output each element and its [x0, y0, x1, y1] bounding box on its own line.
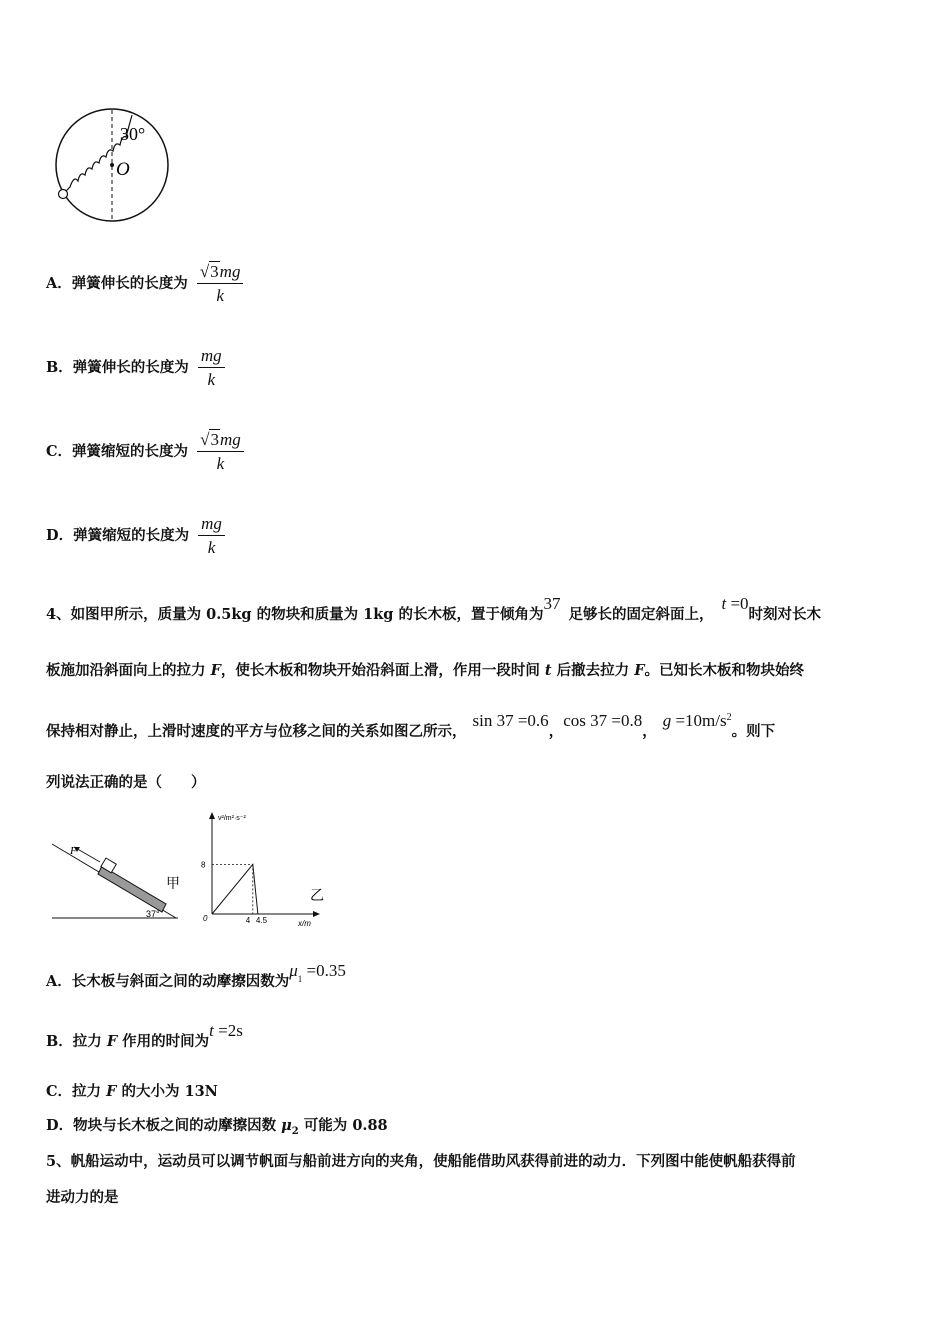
q4-l2-b: ，使长木板和物块开始沿斜面上滑，作用一段时间	[220, 662, 545, 679]
option-c-text: 弹簧缩短的长度为	[72, 443, 189, 460]
option-a-denominator: k	[216, 286, 224, 305]
q4-option-c-F: F	[106, 1083, 117, 1100]
q4-l4: 列说法正确的是（ ）	[46, 774, 206, 791]
q4-l3-gsup: 2	[726, 712, 732, 724]
q4-l2-a: 板施加沿斜面向上的拉力	[46, 662, 211, 679]
option-b-numerator: mg	[198, 346, 225, 368]
figure-jia-name: 甲	[166, 876, 180, 892]
q5-l1: 5、帆船运动中，运动员可以调节帆面与船前进方向的夹角，使船能借助风获得前进的动力．下列图中能使帆船获得前	[46, 1153, 796, 1170]
option-b-text: 弹簧伸长的长度为	[72, 359, 189, 376]
option-c	[46, 430, 244, 474]
v2-x-series-line	[212, 864, 258, 914]
q4-l3-a: 保持相对静止，上滑时速度的平方与位移之间的关系如图乙所示，	[46, 723, 467, 740]
option-d-letter: D．	[46, 527, 74, 544]
q4-line-3	[46, 711, 776, 741]
q4-option-d-mu: μ	[281, 1117, 292, 1134]
option-a	[46, 262, 243, 306]
center-label: O	[116, 159, 130, 180]
q4-l1-angle: 37	[543, 594, 561, 613]
option-c-fraction: $\frac{√3mg}{k}$	[197, 430, 244, 474]
incline-angle-label: 37°	[146, 909, 160, 919]
ball	[59, 190, 68, 199]
option-c-denominator: k	[216, 454, 225, 473]
q4-option-b-val: =2s	[213, 1021, 243, 1040]
q4-line-1	[46, 594, 822, 624]
q4-option-b-text: B．拉力	[46, 1033, 107, 1050]
q4-option-c	[46, 1080, 218, 1101]
q4-l2-t: t	[544, 662, 552, 679]
q4-option-c-text: C．拉力	[46, 1083, 107, 1100]
option-a-numerator: mg	[219, 262, 241, 281]
q5-line-2	[46, 1186, 119, 1207]
q4-l2-F1: F	[210, 662, 221, 679]
option-a-fraction: $\frac{√3mg}{k}$	[197, 262, 244, 306]
q4-l1-a: 4、如图甲所示，质量为 0.5kg 的物块和质量为 1kg 的长木板，置于倾角为	[46, 606, 544, 623]
x-axis-arrowhead	[313, 911, 320, 917]
q4-option-b	[46, 1021, 243, 1051]
incline-figure	[48, 836, 198, 926]
q4-line-2	[46, 659, 804, 680]
y-axis-label: v²/m²·s⁻²	[218, 815, 246, 822]
q5-line-1	[46, 1150, 796, 1171]
q4-option-d	[46, 1114, 388, 1137]
force-label: F	[70, 845, 77, 857]
q4-option-b-text2: 作用的时间为	[117, 1033, 210, 1050]
option-c-numerator: mg	[219, 430, 241, 449]
q4-line-4	[46, 771, 206, 792]
q4-l2-c: 后撤去拉力	[551, 662, 635, 679]
q4-option-b-t: t	[209, 1021, 214, 1040]
q4-option-a-text: A．长木板与斜面之间的动摩擦因数为	[46, 973, 290, 990]
q4-l3-comma1: ，	[548, 723, 564, 740]
q4-l3-sin: sin 37	[472, 711, 514, 730]
v2-x-graph	[198, 806, 333, 930]
origin-label: 0	[203, 914, 208, 923]
option-a-letter: A．	[46, 275, 72, 292]
q4-option-a	[46, 961, 346, 992]
q4-option-a-sub: 1	[297, 973, 303, 984]
q4-option-b-F: F	[106, 1033, 118, 1050]
q4-option-d-text2: 可能为 0.88	[298, 1117, 388, 1134]
option-d-text: 弹簧缩短的长度为	[73, 527, 190, 544]
q4-l1-t: t	[721, 594, 727, 613]
q4-option-c-text2: 的大小为 13N	[116, 1083, 218, 1100]
option-d	[46, 514, 225, 558]
center-point	[110, 163, 114, 167]
option-d-denominator: k	[207, 538, 216, 557]
x-axis-label: x/m	[298, 919, 311, 928]
q4-l2-F2: F	[634, 662, 645, 679]
q5-l2: 进动力的是	[46, 1189, 119, 1206]
figure-yi-name: 乙	[310, 888, 324, 904]
q4-l3-cosv: =0.8	[607, 711, 643, 730]
option-d-fraction	[198, 514, 225, 558]
q4-l3-comma2: ，	[642, 723, 657, 740]
angle-label: 30°	[120, 124, 146, 144]
q4-l1-c: 时刻对长木	[748, 606, 822, 623]
option-b-fraction	[198, 346, 225, 390]
circle-spring-figure	[50, 105, 175, 230]
q4-l3-sinv: =0.6	[513, 711, 549, 730]
option-b	[46, 346, 225, 390]
y-tick-label: 8	[201, 860, 206, 870]
q4-l3-cos: cos 37	[563, 711, 608, 730]
q4-option-a-mu: μ	[289, 961, 298, 980]
option-a-text: 弹簧伸长的长度为	[71, 275, 188, 292]
option-b-letter: B．	[46, 359, 73, 376]
x-tick-label: 4	[245, 916, 251, 925]
option-c-radicand: 3	[210, 430, 219, 449]
option-c-letter: C．	[46, 443, 73, 460]
q4-l2-d: 。已知长木板和物块始终	[644, 662, 805, 679]
q4-option-d-text: D．物块与长木板之间的动摩擦因数	[46, 1117, 282, 1134]
option-b-denominator: k	[207, 370, 215, 389]
q4-option-d-sub: 2	[291, 1125, 299, 1137]
q4-option-a-val: =0.35	[302, 961, 346, 980]
q4-l1-teq: =0	[726, 594, 749, 613]
option-a-radicand: 3	[210, 262, 219, 281]
x-tick-label: 4.5	[255, 916, 268, 925]
long-board	[98, 866, 166, 912]
q4-l3-g: g	[662, 711, 672, 730]
option-d-numerator: mg	[198, 514, 225, 536]
q4-l1-b: 足够长的固定斜面上，	[568, 606, 714, 623]
y-axis-arrowhead	[209, 812, 215, 819]
q4-l3-gv: =10m/s	[671, 711, 727, 730]
q4-l3-end: 。则下	[731, 723, 776, 740]
